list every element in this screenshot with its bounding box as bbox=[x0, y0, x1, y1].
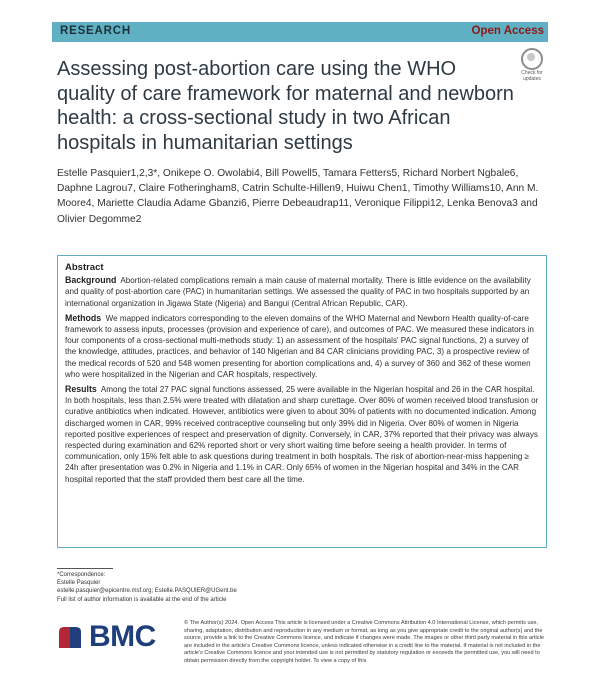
article-type-banner bbox=[52, 22, 548, 42]
check-updates-text: Check for updates bbox=[521, 70, 543, 82]
author-list: Estelle Pasquier1,2,3*, Onikepe O. Owolabi4, Bill Powell5, Tamara Fetters5, Richard Norbert Ngbale6, Daphne Lagrou7, Claire Fotheringham8, Catrin Schulte-Hillen9, Huiwu Chen1, Timothy Williams10, Ann M. Moore4, Mariette Claudia Adame Gbanzi6, Pierre Debeaudrap11, Veronique Filippi12, Lenka Benova3 and Olivier Degomme2 bbox=[57, 168, 539, 225]
methods-text: We mapped indicators corresponding to the eleven domains of the WHO Maternal and Newborn Health quality-of-care framework to assess inputs, processes (provision and experience of care), and outcomes of PAC. We measured these indicators in four components of a cross-sectional multi-methods study: 1) an assessment of the hospitals' PAC signal functions, 2) a survey of the knowledge, attitudes, practices, and behavior of 140 Nigerian and 84 CAR clinicians providing PAC, 3) a prospective review of the medical records of 520 and 548 women presenting for abortion complications and, 4) a survey of 360 and 362 of these women who were hospitalized in the Nigerian and CAR hospitals, respectively. bbox=[65, 313, 534, 379]
license-text: © The Author(s) 2024. Open Access This article is licensed under a Creative Commons Attribution 4.0 International License, which permits use, sharing, adaptation, distribution and reproduction in any medium or format, as long as you give appropriate credit to the original author(s) and the source, provide a link to the Creative Commons licence, and indicate if changes were made. The images or other third party material in this article are included in the article's Creative Commons licence, unless indicated otherwise in a credit line to the material. If material is not included in the article's Creative Commons licence and your intended use is not permitted by statutory regulation or exceeds the permitted use, you will need to obtain permission directly from the copyright holder. To view a copy of this bbox=[184, 620, 544, 664]
author-info-note: Full list of author information is available at the end of the article bbox=[57, 596, 227, 603]
background-text: Abortion-related complications remain a main cause of maternal mortality. There is little evidence on the availability and quality of post-abortion care (PAC) in humanitarian settings. We assessed the quality of PAC in two hospitals supported by an international organization in Jigawa State (Nigeria) and Bangui (Central African Republic, CAR). bbox=[65, 276, 531, 308]
background-label: Background bbox=[65, 275, 117, 286]
footnote-rule bbox=[57, 568, 113, 569]
abstract-methods bbox=[65, 313, 539, 380]
results-text: Among the total 27 PAC signal functions assessed, 25 were available in the Nigerian hospital and 26 in the CAR hospital. In both hospitals, less than 2.5% were treated with dilatation and sharp curettage. Over 80% of women received blood transfusion or curative antibiotics when indicated. However, antibiotics were given to about 30% of patients with no documented indication. Among discharged women in CAR, 99% received contraceptive counseling but only 39% did in Nigeria. Over 80% of women in Nigeria reported positive experiences of respect and preservation of dignity. Conversely, in CAR, 37% reported that their privacy was always respected during examination and 62% reported short or very short waiting time before seeing a health provider. In terms of communication, only 15% felt able to ask questions during treatment in both hospitals. The risk of abortion-near-miss happening ≥ 24h after presentation was 0.2% in Nigeria and 1.1% in CAR. Only 65% of women in the Nigerian hospital and 34% in the CAR hospital reported that the staff provided them best care all the time. bbox=[65, 385, 539, 484]
results-label: Results bbox=[65, 384, 97, 395]
abstract-results bbox=[65, 384, 539, 485]
methods-label: Methods bbox=[65, 312, 102, 323]
correspondence-block bbox=[57, 568, 257, 604]
correspondence-label: *Correspondence: bbox=[57, 572, 106, 578]
article-title: Assessing post-abortion care using the WHO quality of care framework for maternal and newborn health: a cross-sectional study in two African hospitals in humanitarian settings bbox=[57, 58, 514, 154]
crossmark-icon bbox=[521, 48, 543, 70]
abstract-box bbox=[57, 255, 547, 548]
abstract-heading: Abstract bbox=[65, 262, 104, 273]
check-for-updates-badge[interactable] bbox=[515, 48, 549, 82]
bmc-logo[interactable] bbox=[57, 622, 177, 652]
open-access-label[interactable]: Open Access bbox=[471, 25, 544, 37]
section-label: RESEARCH bbox=[60, 25, 131, 37]
bmc-logo-icon bbox=[57, 624, 83, 650]
correspondence-emails[interactable]: estelle.pasquier@epicentre.msf.org; Estelle.PASQUIER@UGent.be bbox=[57, 588, 237, 595]
correspondence-name: Estelle Pasquier bbox=[57, 580, 101, 587]
bmc-logo-text: BMC bbox=[89, 620, 156, 653]
abstract-background bbox=[65, 275, 539, 309]
